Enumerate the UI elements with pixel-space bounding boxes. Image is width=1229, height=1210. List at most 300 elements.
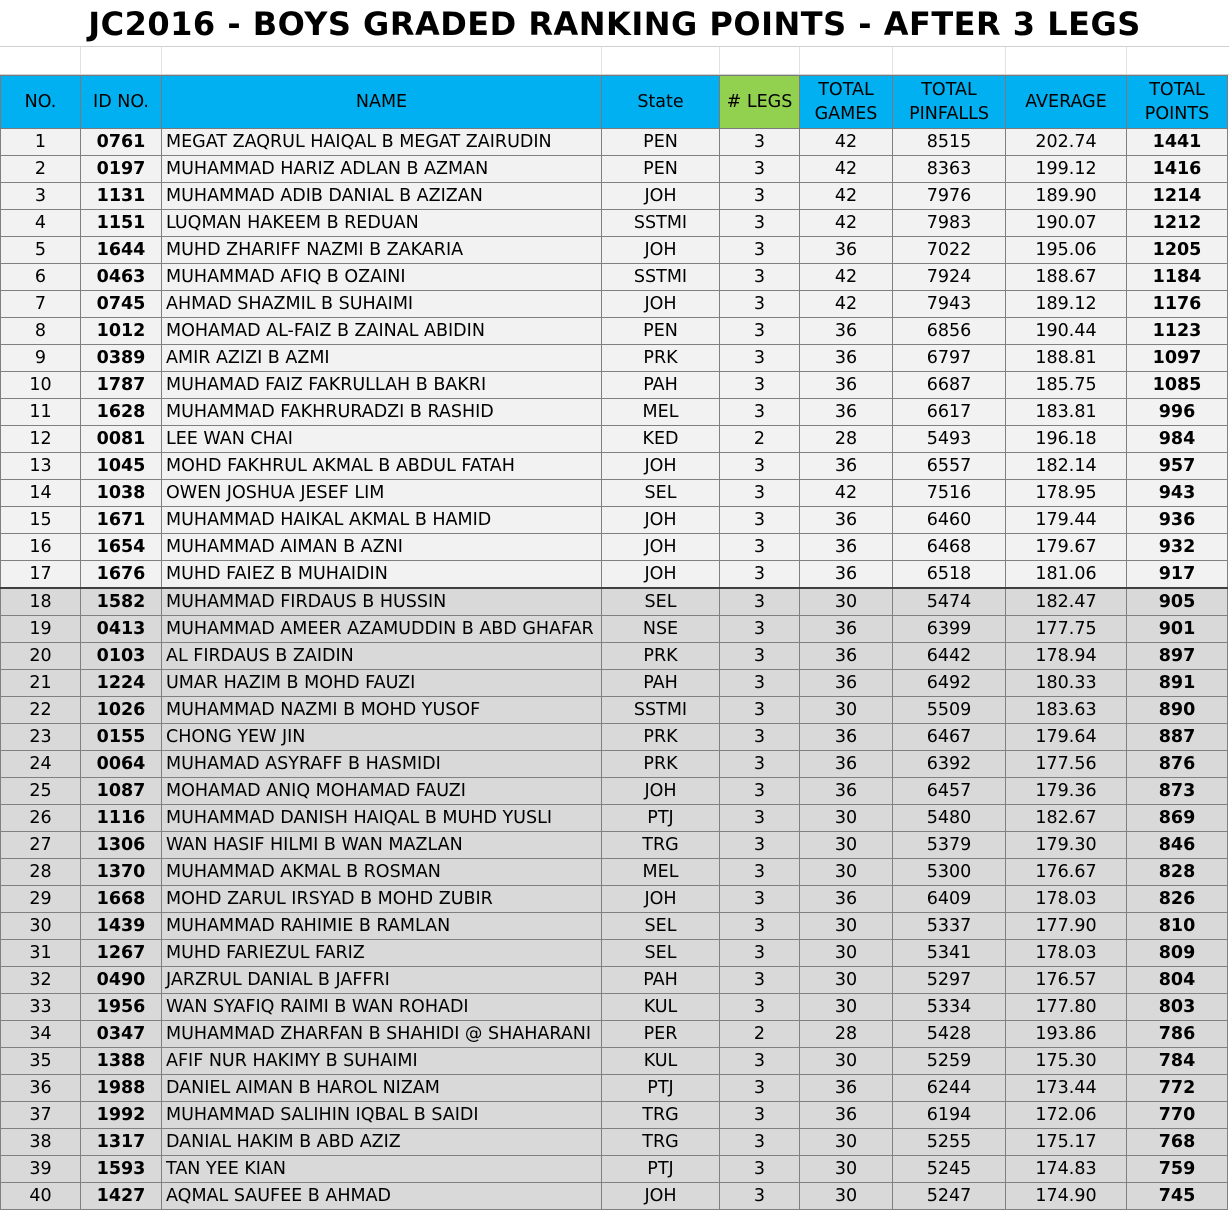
table-row [1, 913, 1228, 940]
cell-name: MUHAMMAD FIRDAUS B HUSSIN [162, 588, 602, 616]
cell-points: 957 [1127, 453, 1228, 480]
cell-average: 182.47 [1006, 588, 1127, 616]
cell-legs: 3 [720, 1156, 800, 1183]
cell-id: 0463 [81, 264, 162, 291]
cell-name: MUHAMMAD AFIQ B OZAINI [162, 264, 602, 291]
table-row [1, 588, 1228, 616]
cell-state: JOH [602, 291, 720, 318]
cell-name: LUQMAN HAKEEM B REDUAN [162, 210, 602, 237]
cell-id: 1267 [81, 940, 162, 967]
cell-state: KUL [602, 994, 720, 1021]
cell-id: 1956 [81, 994, 162, 1021]
cell-average: 177.75 [1006, 616, 1127, 643]
cell-name: MEGAT ZAQRUL HAIQAL B MEGAT ZAIRUDIN [162, 129, 602, 156]
cell-name: WAN SYAFIQ RAIMI B WAN ROHADI [162, 994, 602, 1021]
table-row [1, 426, 1228, 453]
cell-points: 984 [1127, 426, 1228, 453]
cell-no: 32 [1, 967, 81, 994]
cell-average: 190.07 [1006, 210, 1127, 237]
cell-legs: 3 [720, 913, 800, 940]
cell-legs: 3 [720, 805, 800, 832]
cell-pinfalls: 6194 [893, 1102, 1006, 1129]
cell-legs: 3 [720, 534, 800, 561]
cell-id: 0413 [81, 616, 162, 643]
cell-points: 1184 [1127, 264, 1228, 291]
cell-id: 1224 [81, 670, 162, 697]
cell-pinfalls: 5493 [893, 426, 1006, 453]
table-row [1, 129, 1228, 156]
table-row [1, 1021, 1228, 1048]
cell-pinfalls: 8363 [893, 156, 1006, 183]
cell-pinfalls: 6442 [893, 643, 1006, 670]
cell-pinfalls: 5379 [893, 832, 1006, 859]
cell-points: 901 [1127, 616, 1228, 643]
cell-state: TRG [602, 832, 720, 859]
cell-legs: 3 [720, 480, 800, 507]
cell-pinfalls: 5428 [893, 1021, 1006, 1048]
cell-pinfalls: 7516 [893, 480, 1006, 507]
cell-average: 177.80 [1006, 994, 1127, 1021]
cell-legs: 3 [720, 156, 800, 183]
cell-name: MUHAMMAD DANISH HAIQAL B MUHD YUSLI [162, 805, 602, 832]
table-row [1, 1129, 1228, 1156]
cell-legs: 3 [720, 453, 800, 480]
cell-points: 768 [1127, 1129, 1228, 1156]
cell-points: 1176 [1127, 291, 1228, 318]
cell-legs: 3 [720, 697, 800, 724]
cell-games: 30 [800, 859, 893, 886]
cell-pinfalls: 6460 [893, 507, 1006, 534]
cell-name: MUHAMAD FAIZ FAKRULLAH B BAKRI [162, 372, 602, 399]
cell-games: 36 [800, 670, 893, 697]
cell-pinfalls: 5341 [893, 940, 1006, 967]
cell-average: 174.90 [1006, 1183, 1127, 1210]
table-row [1, 967, 1228, 994]
table-row [1, 1156, 1228, 1183]
cell-legs: 3 [720, 345, 800, 372]
cell-name: LEE WAN CHAI [162, 426, 602, 453]
col-header-id: ID NO. [81, 76, 162, 129]
cell-legs: 3 [720, 588, 800, 616]
cell-name: AL FIRDAUS B ZAIDIN [162, 643, 602, 670]
cell-state: SEL [602, 940, 720, 967]
cell-id: 1593 [81, 1156, 162, 1183]
cell-points: 1441 [1127, 129, 1228, 156]
col-header-state: State [602, 76, 720, 129]
cell-state: PTJ [602, 1156, 720, 1183]
cell-state: SEL [602, 913, 720, 940]
cell-legs: 3 [720, 616, 800, 643]
cell-id: 1317 [81, 1129, 162, 1156]
cell-points: 1123 [1127, 318, 1228, 345]
cell-id: 1012 [81, 318, 162, 345]
table-row [1, 399, 1228, 426]
cell-id: 1671 [81, 507, 162, 534]
cell-games: 30 [800, 1129, 893, 1156]
cell-pinfalls: 6457 [893, 778, 1006, 805]
cell-state: PEN [602, 129, 720, 156]
cell-no: 39 [1, 1156, 81, 1183]
cell-average: 173.44 [1006, 1075, 1127, 1102]
cell-average: 182.14 [1006, 453, 1127, 480]
cell-average: 175.30 [1006, 1048, 1127, 1075]
table-row [1, 697, 1228, 724]
cell-no: 12 [1, 426, 81, 453]
table-row [1, 345, 1228, 372]
cell-points: 810 [1127, 913, 1228, 940]
cell-games: 36 [800, 616, 893, 643]
cell-games: 36 [800, 751, 893, 778]
cell-average: 177.56 [1006, 751, 1127, 778]
cell-games: 30 [800, 588, 893, 616]
col-header-total-points: TOTAL POINTS [1127, 76, 1228, 129]
cell-average: 183.81 [1006, 399, 1127, 426]
cell-id: 1306 [81, 832, 162, 859]
cell-games: 36 [800, 453, 893, 480]
cell-state: PTJ [602, 1075, 720, 1102]
cell-points: 891 [1127, 670, 1228, 697]
cell-id: 1116 [81, 805, 162, 832]
cell-pinfalls: 8515 [893, 129, 1006, 156]
cell-name: CHONG YEW JIN [162, 724, 602, 751]
cell-points: 759 [1127, 1156, 1228, 1183]
cell-state: JOH [602, 1183, 720, 1210]
col-header-average: AVERAGE [1006, 76, 1127, 129]
cell-id: 1427 [81, 1183, 162, 1210]
cell-id: 1038 [81, 480, 162, 507]
cell-pinfalls: 6467 [893, 724, 1006, 751]
cell-legs: 3 [720, 751, 800, 778]
cell-games: 42 [800, 156, 893, 183]
cell-no: 34 [1, 1021, 81, 1048]
table-row [1, 940, 1228, 967]
cell-legs: 3 [720, 778, 800, 805]
cell-average: 179.64 [1006, 724, 1127, 751]
cell-id: 1151 [81, 210, 162, 237]
cell-no: 13 [1, 453, 81, 480]
cell-state: SSTMI [602, 264, 720, 291]
cell-points: 826 [1127, 886, 1228, 913]
table-row [1, 832, 1228, 859]
cell-points: 996 [1127, 399, 1228, 426]
cell-points: 917 [1127, 561, 1228, 589]
cell-legs: 2 [720, 1021, 800, 1048]
cell-games: 30 [800, 697, 893, 724]
cell-games: 36 [800, 237, 893, 264]
table-row [1, 264, 1228, 291]
cell-name: MUHAMMAD NAZMI B MOHD YUSOF [162, 697, 602, 724]
cell-pinfalls: 5480 [893, 805, 1006, 832]
table-row [1, 670, 1228, 697]
cell-legs: 3 [720, 1129, 800, 1156]
cell-state: PAH [602, 670, 720, 697]
cell-no: 37 [1, 1102, 81, 1129]
cell-average: 193.86 [1006, 1021, 1127, 1048]
table-row [1, 724, 1228, 751]
cell-games: 36 [800, 345, 893, 372]
cell-points: 1085 [1127, 372, 1228, 399]
cell-average: 177.90 [1006, 913, 1127, 940]
cell-pinfalls: 6399 [893, 616, 1006, 643]
cell-points: 745 [1127, 1183, 1228, 1210]
cell-name: MUHAMMAD ZHARFAN B SHAHIDI @ SHAHARANI [162, 1021, 602, 1048]
cell-state: JOH [602, 534, 720, 561]
cell-legs: 3 [720, 291, 800, 318]
cell-games: 28 [800, 426, 893, 453]
cell-pinfalls: 6392 [893, 751, 1006, 778]
cell-legs: 2 [720, 426, 800, 453]
cell-id: 0197 [81, 156, 162, 183]
cell-legs: 3 [720, 507, 800, 534]
cell-games: 42 [800, 264, 893, 291]
cell-name: MOHAMAD AL-FAIZ B ZAINAL ABIDIN [162, 318, 602, 345]
cell-average: 172.06 [1006, 1102, 1127, 1129]
cell-no: 21 [1, 670, 81, 697]
cell-id: 1388 [81, 1048, 162, 1075]
table-row [1, 183, 1228, 210]
cell-no: 29 [1, 886, 81, 913]
table-row [1, 237, 1228, 264]
cell-state: JOH [602, 507, 720, 534]
cell-no: 9 [1, 345, 81, 372]
cell-no: 17 [1, 561, 81, 589]
cell-legs: 3 [720, 643, 800, 670]
cell-id: 1439 [81, 913, 162, 940]
cell-no: 31 [1, 940, 81, 967]
cell-games: 42 [800, 210, 893, 237]
cell-average: 178.03 [1006, 940, 1127, 967]
cell-pinfalls: 6468 [893, 534, 1006, 561]
cell-name: MUHAMMAD HAIKAL AKMAL B HAMID [162, 507, 602, 534]
cell-name: AQMAL SAUFEE B AHMAD [162, 1183, 602, 1210]
cell-name: MOHD ZARUL IRSYAD B MOHD ZUBIR [162, 886, 602, 913]
table-row [1, 480, 1228, 507]
cell-id: 1045 [81, 453, 162, 480]
cell-no: 1 [1, 129, 81, 156]
cell-points: 932 [1127, 534, 1228, 561]
cell-games: 42 [800, 480, 893, 507]
cell-pinfalls: 5509 [893, 697, 1006, 724]
cell-points: 1097 [1127, 345, 1228, 372]
cell-name: DANIEL AIMAN B HAROL NIZAM [162, 1075, 602, 1102]
table-row [1, 453, 1228, 480]
cell-id: 1628 [81, 399, 162, 426]
cell-games: 30 [800, 994, 893, 1021]
cell-id: 1131 [81, 183, 162, 210]
cell-pinfalls: 6492 [893, 670, 1006, 697]
cell-legs: 3 [720, 1048, 800, 1075]
cell-legs: 3 [720, 264, 800, 291]
cell-average: 199.12 [1006, 156, 1127, 183]
cell-state: TRG [602, 1129, 720, 1156]
cell-games: 36 [800, 561, 893, 589]
cell-state: PRK [602, 751, 720, 778]
cell-state: JOH [602, 183, 720, 210]
cell-points: 772 [1127, 1075, 1228, 1102]
cell-pinfalls: 5474 [893, 588, 1006, 616]
cell-no: 20 [1, 643, 81, 670]
cell-id: 1370 [81, 859, 162, 886]
cell-average: 189.12 [1006, 291, 1127, 318]
cell-name: DANIAL HAKIM B ABD AZIZ [162, 1129, 602, 1156]
cell-name: MUHD FARIEZUL FARIZ [162, 940, 602, 967]
cell-name: MUHAMMAD FAKHRURADZI B RASHID [162, 399, 602, 426]
cell-legs: 3 [720, 1075, 800, 1102]
cell-no: 40 [1, 1183, 81, 1210]
cell-id: 1582 [81, 588, 162, 616]
cell-average: 195.06 [1006, 237, 1127, 264]
cell-name: MUHAMMAD HARIZ ADLAN B AZMAN [162, 156, 602, 183]
cell-state: PAH [602, 967, 720, 994]
cell-average: 175.17 [1006, 1129, 1127, 1156]
table-row [1, 643, 1228, 670]
cell-id: 0389 [81, 345, 162, 372]
cell-no: 38 [1, 1129, 81, 1156]
cell-games: 36 [800, 643, 893, 670]
cell-id: 0347 [81, 1021, 162, 1048]
cell-state: JOH [602, 453, 720, 480]
cell-average: 181.06 [1006, 561, 1127, 589]
cell-id: 1644 [81, 237, 162, 264]
cell-legs: 3 [720, 859, 800, 886]
cell-id: 1787 [81, 372, 162, 399]
cell-average: 185.75 [1006, 372, 1127, 399]
cell-state: PEN [602, 318, 720, 345]
cell-pinfalls: 7924 [893, 264, 1006, 291]
cell-points: 887 [1127, 724, 1228, 751]
cell-pinfalls: 6557 [893, 453, 1006, 480]
cell-no: 8 [1, 318, 81, 345]
table-row [1, 507, 1228, 534]
cell-games: 30 [800, 940, 893, 967]
cell-id: 1988 [81, 1075, 162, 1102]
cell-points: 828 [1127, 859, 1228, 886]
cell-points: 846 [1127, 832, 1228, 859]
cell-points: 1214 [1127, 183, 1228, 210]
cell-average: 179.36 [1006, 778, 1127, 805]
cell-games: 36 [800, 372, 893, 399]
cell-state: PER [602, 1021, 720, 1048]
cell-pinfalls: 5245 [893, 1156, 1006, 1183]
cell-legs: 3 [720, 940, 800, 967]
cell-average: 188.81 [1006, 345, 1127, 372]
cell-pinfalls: 5337 [893, 913, 1006, 940]
cell-average: 179.44 [1006, 507, 1127, 534]
cell-average: 180.33 [1006, 670, 1127, 697]
cell-points: 897 [1127, 643, 1228, 670]
cell-pinfalls: 5247 [893, 1183, 1006, 1210]
cell-average: 179.30 [1006, 832, 1127, 859]
cell-pinfalls: 7976 [893, 183, 1006, 210]
cell-points: 890 [1127, 697, 1228, 724]
cell-games: 36 [800, 318, 893, 345]
table-row [1, 859, 1228, 886]
cell-id: 1668 [81, 886, 162, 913]
cell-no: 4 [1, 210, 81, 237]
sheet-title: JC2016 - BOYS GRADED RANKING POINTS - AFTER 3 LEGS [0, 0, 1229, 47]
cell-pinfalls: 6617 [893, 399, 1006, 426]
cell-no: 36 [1, 1075, 81, 1102]
cell-id: 0081 [81, 426, 162, 453]
cell-name: MOHAMAD ANIQ MOHAMAD FAUZI [162, 778, 602, 805]
cell-state: PEN [602, 156, 720, 183]
cell-id: 0064 [81, 751, 162, 778]
cell-id: 1654 [81, 534, 162, 561]
cell-no: 24 [1, 751, 81, 778]
cell-state: JOH [602, 778, 720, 805]
cell-no: 11 [1, 399, 81, 426]
cell-name: MUHAMMAD RAHIMIE B RAMLAN [162, 913, 602, 940]
cell-points: 770 [1127, 1102, 1228, 1129]
cell-legs: 3 [720, 967, 800, 994]
cell-average: 179.67 [1006, 534, 1127, 561]
cell-games: 36 [800, 1075, 893, 1102]
cell-pinfalls: 5255 [893, 1129, 1006, 1156]
cell-legs: 3 [720, 994, 800, 1021]
cell-games: 36 [800, 724, 893, 751]
cell-games: 42 [800, 291, 893, 318]
table-row [1, 561, 1228, 589]
cell-games: 36 [800, 1102, 893, 1129]
cell-state: KED [602, 426, 720, 453]
cell-games: 42 [800, 129, 893, 156]
cell-points: 809 [1127, 940, 1228, 967]
cell-name: WAN HASIF HILMI B WAN MAZLAN [162, 832, 602, 859]
cell-points: 803 [1127, 994, 1228, 1021]
cell-points: 905 [1127, 588, 1228, 616]
cell-no: 22 [1, 697, 81, 724]
cell-legs: 3 [720, 237, 800, 264]
cell-games: 30 [800, 913, 893, 940]
cell-id: 0103 [81, 643, 162, 670]
cell-id: 1026 [81, 697, 162, 724]
cell-legs: 3 [720, 724, 800, 751]
cell-legs: 3 [720, 886, 800, 913]
cell-average: 176.57 [1006, 967, 1127, 994]
cell-pinfalls: 6518 [893, 561, 1006, 589]
cell-state: SEL [602, 480, 720, 507]
cell-pinfalls: 6409 [893, 886, 1006, 913]
table-row [1, 372, 1228, 399]
cell-legs: 3 [720, 670, 800, 697]
table-row [1, 778, 1228, 805]
cell-games: 30 [800, 1048, 893, 1075]
cell-no: 18 [1, 588, 81, 616]
table-row [1, 318, 1228, 345]
cell-name: MUHAMMAD SALIHIN IQBAL B SAIDI [162, 1102, 602, 1129]
cell-state: JOH [602, 561, 720, 589]
table-row [1, 1075, 1228, 1102]
cell-legs: 3 [720, 832, 800, 859]
cell-state: SSTMI [602, 697, 720, 724]
cell-average: 202.74 [1006, 129, 1127, 156]
cell-games: 30 [800, 967, 893, 994]
cell-name: MOHD FAKHRUL AKMAL B ABDUL FATAH [162, 453, 602, 480]
cell-no: 7 [1, 291, 81, 318]
col-header-total-games: TOTAL GAMES [800, 76, 893, 129]
col-header-legs: # LEGS [720, 76, 800, 129]
cell-average: 178.95 [1006, 480, 1127, 507]
cell-average: 182.67 [1006, 805, 1127, 832]
cell-games: 28 [800, 1021, 893, 1048]
cell-no: 15 [1, 507, 81, 534]
cell-name: AMIR AZIZI B AZMI [162, 345, 602, 372]
cell-name: AFIF NUR HAKIMY B SUHAIMI [162, 1048, 602, 1075]
cell-id: 1992 [81, 1102, 162, 1129]
table-row [1, 805, 1228, 832]
cell-no: 10 [1, 372, 81, 399]
table-row [1, 291, 1228, 318]
